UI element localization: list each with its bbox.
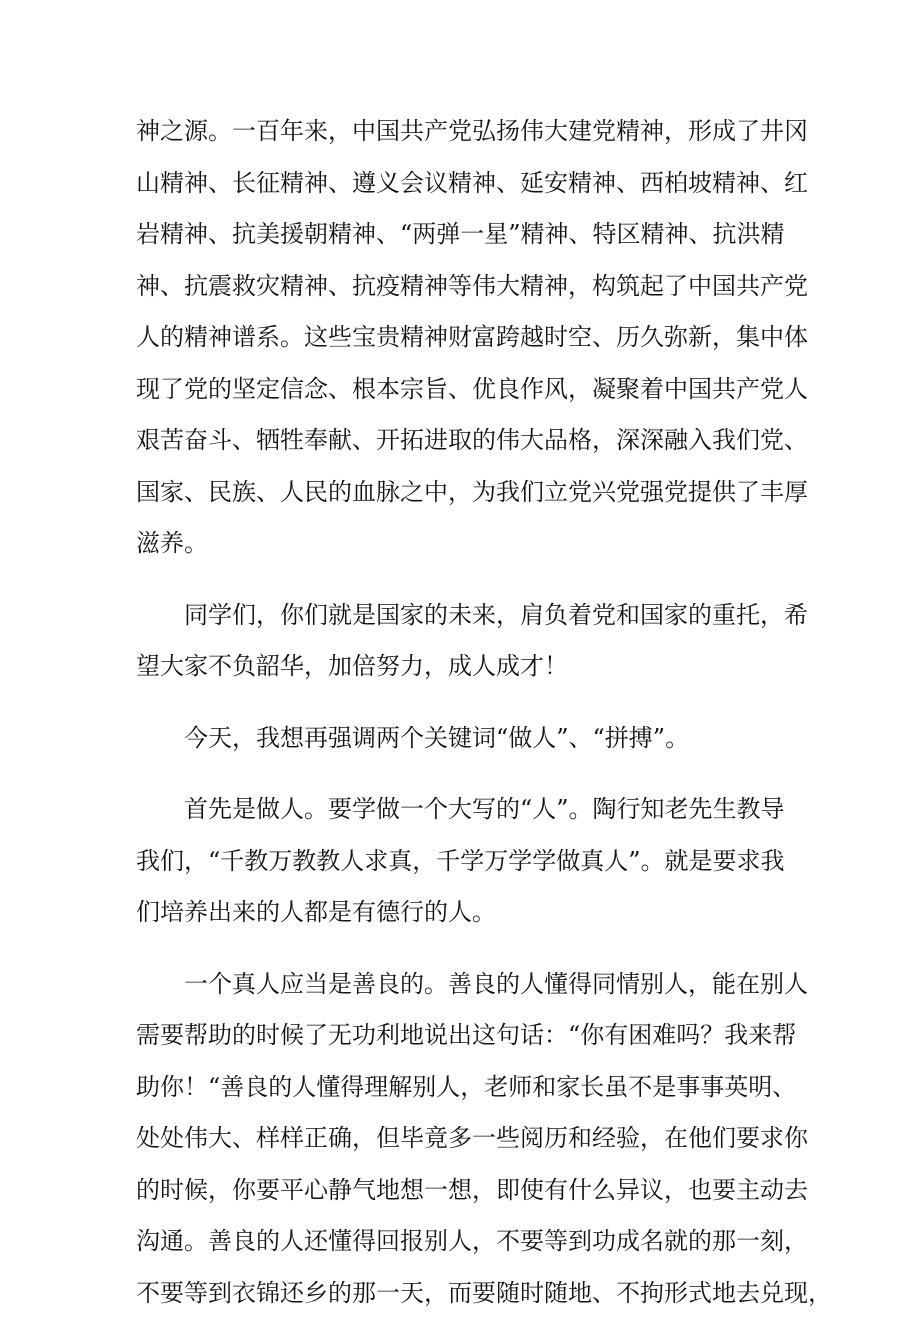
paragraph-3 [136, 713, 796, 765]
paragraph-spacer [136, 570, 796, 590]
text-line: 岩精神、抗美援朝精神、“两弹一星”精神、特区精神、抗洪精 [136, 209, 796, 261]
paragraph-spacer [136, 764, 796, 784]
text-line: 人的精神谱系。这些宝贵精神财富跨越时空、历久弥新，集中体 [136, 312, 796, 364]
text-line: 需要帮助的时候了无功利地说出这句话：“你有困难吗？我来帮 [136, 1010, 796, 1062]
paragraph-2 [136, 590, 796, 693]
paragraph-5 [136, 959, 796, 1319]
text-line: 首先是做人。要学做一个大写的“人”。陶行知老先生教导 [136, 784, 796, 836]
text-line: 滋养。 [136, 518, 796, 570]
text-line: 沟通。善良的人还懂得回报别人，不要等到功成名就的那一刻， [136, 1216, 796, 1268]
text-line: 神之源。一百年来，中国共产党弘扬伟大建党精神，形成了井冈 [136, 106, 796, 158]
text-line: 助你！“善良的人懂得理解别人，老师和家长虽不是事事英明、 [136, 1062, 796, 1114]
paragraph-spacer [136, 939, 796, 959]
text-line: 国家、民族、人民的血脉之中，为我们立党兴党强党提供了丰厚 [136, 467, 796, 519]
text-line: 现了党的坚定信念、根本宗旨、优良作风，凝聚着中国共产党人 [136, 364, 796, 416]
text-line: 今天，我想再强调两个关键词“做人”、“拼搏”。 [136, 713, 796, 765]
text-line: 一个真人应当是善良的。善良的人懂得同情别人，能在别人 [136, 959, 796, 1011]
document-body [136, 106, 796, 1319]
text-line: 我们，“千教万教教人求真，千学万学学做真人”。就是要求我 [136, 836, 796, 888]
paragraph-spacer [136, 693, 796, 713]
paragraph-4 [136, 784, 796, 939]
text-line: 同学们，你们就是国家的未来，肩负着党和国家的重托，希 [136, 590, 796, 642]
text-line: 的时候，你要平心静气地想一想，即使有什么异议，也要主动去 [136, 1165, 796, 1217]
text-line: 不要等到衣锦还乡的那一天，而要随时随地、不拘形式地去兑现， [136, 1268, 796, 1319]
text-line: 望大家不负韶华，加倍努力，成人成才！ [136, 641, 796, 693]
text-line: 处处伟大、样样正确，但毕竟多一些阅历和经验，在他们要求你 [136, 1113, 796, 1165]
text-line: 艰苦奋斗、牺牲奉献、开拓进取的伟大品格，深深融入我们党、 [136, 415, 796, 467]
text-line: 神、抗震救灾精神、抗疫精神等伟大精神，构筑起了中国共产党 [136, 261, 796, 313]
text-line: 山精神、长征精神、遵义会议精神、延安精神、西柏坡精神、红 [136, 158, 796, 210]
text-line: 们培养出来的人都是有德行的人。 [136, 887, 796, 939]
paragraph-1 [136, 106, 796, 570]
